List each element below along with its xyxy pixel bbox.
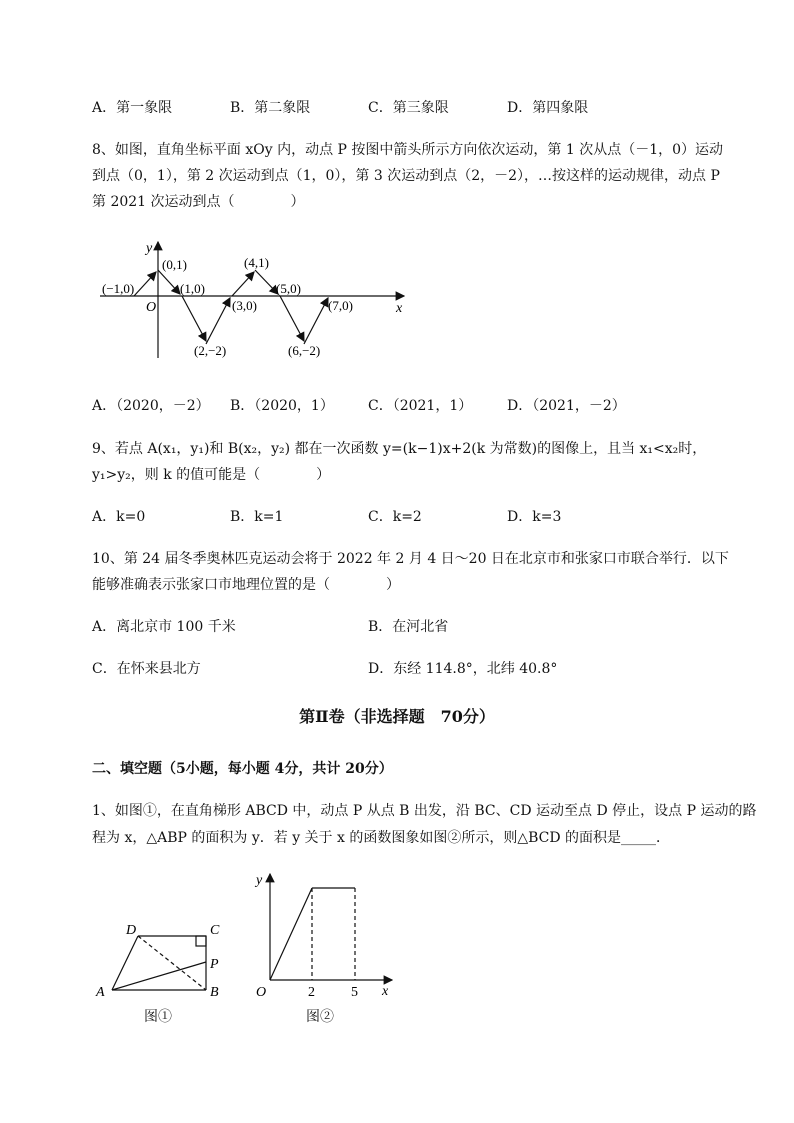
q8-text-line3: 第 2021 次运动到点（ ） [92,194,305,210]
fill-section-heading: 二、填空题（5小题，每小题 4分，共计 20分） [92,761,393,777]
point-label: (0,1) [162,257,187,272]
f1-function-graph [252,868,402,1003]
q8-text-line2: 到点（0，1），第 2 次运动到点（1，0），第 3 次运动到点（2，－2），…按这样的运动规律，动点 P [92,168,720,184]
q8-option-b[interactable]: B．（2020，1） [230,398,334,414]
q7-option-c[interactable]: C．第三象限 [368,100,449,116]
point-label: (5,0) [276,281,301,296]
q7-option-a[interactable]: A．第一象限 [92,100,173,116]
q10-option-c[interactable]: C．在怀来县北方 [92,661,201,677]
origin-label: O [256,985,267,1000]
axis-label-y: y [256,873,263,888]
fig1-caption: 图① [144,1009,172,1025]
point-label: (7,0) [328,298,353,313]
q9-text-line2: y₁>y₂，则 k 的值可能是（ ） [92,467,331,483]
q8-option-a[interactable]: A．（2020，－2） [92,398,210,414]
q9-text-line1: 9、若点 A(x₁，y₁)和 B(x₂，y₂) 都在一次函数 y=(k−1)x+2(k 为常数)的图像上，且当 x₁<x₂时， [92,441,707,457]
q9-option-a[interactable]: A．k=0 [92,509,146,525]
axis-label-y: y [146,241,153,256]
point-label: (−1,0) [102,281,135,296]
q7-option-b[interactable]: B．第二象限 [230,100,311,116]
axis-label-x: x [396,301,403,316]
q9-option-b[interactable]: B．k=1 [230,509,284,525]
q10-option-d[interactable]: D．东经 114.8°，北纬 40.8° [368,661,558,677]
q8-option-c[interactable]: C．（2021，1） [368,398,473,414]
f1-trapezoid-figure [94,918,224,1008]
q8-path-figure [98,236,418,366]
q10-text-line1: 10、第 24 届冬季奥林匹克运动会将于 2022 年 2 月 4 日～20 日在北京市和张家口市联合举行．以下 [92,551,729,567]
point-label: (4,1) [244,255,269,270]
q10-option-b[interactable]: B．在河北省 [368,619,449,635]
tick-label: 2 [308,985,315,1000]
q7-option-d[interactable]: D．第四象限 [507,100,589,116]
origin-label: O [146,300,157,315]
vertex-label: P [210,957,219,972]
tick-label: 5 [351,985,358,1000]
function-graph-line [270,888,355,980]
q9-option-d[interactable]: D．k=3 [507,509,562,525]
q10-text-line2: 能够准确表示张家口市地理位置的是（ ） [92,577,400,593]
point-label: (2,−2) [194,343,227,358]
f1-text-line1: 1、如图①，在直角梯形 ABCD 中，动点 P 从点 B 出发，沿 BC、CD 运动至点 D 停止，设点 P 运动的路 [92,803,757,819]
q8-text-line1: 8、如图，直角坐标平面 xOy 内，动点 P 按图中箭头所示方向依次运动，第 1 次从点（－1，0）运动 [92,142,724,158]
vertex-label: A [96,985,105,1000]
fig2-caption: 图② [306,1009,334,1025]
point-label: (3,0) [232,298,257,313]
axis-label-x: x [382,984,389,999]
f1-text-line2: 程为 x，△ABP 的面积为 y．若 y 关于 x 的函数图象如图②所示，则△BCD 的面积是_____． [92,830,671,846]
q10-option-a[interactable]: A．离北京市 100 千米 [92,619,236,635]
part2-title: 第Ⅱ卷（非选择题 70分） [299,707,495,726]
vertex-label: B [210,985,219,1000]
q8-option-d[interactable]: D．（2021，－2） [507,398,626,414]
point-label: (6,−2) [288,343,321,358]
vertex-label: D [126,923,137,938]
q9-option-c[interactable]: C．k=2 [368,509,422,525]
point-label: (1,0) [180,281,205,296]
vertex-label: C [210,923,220,938]
